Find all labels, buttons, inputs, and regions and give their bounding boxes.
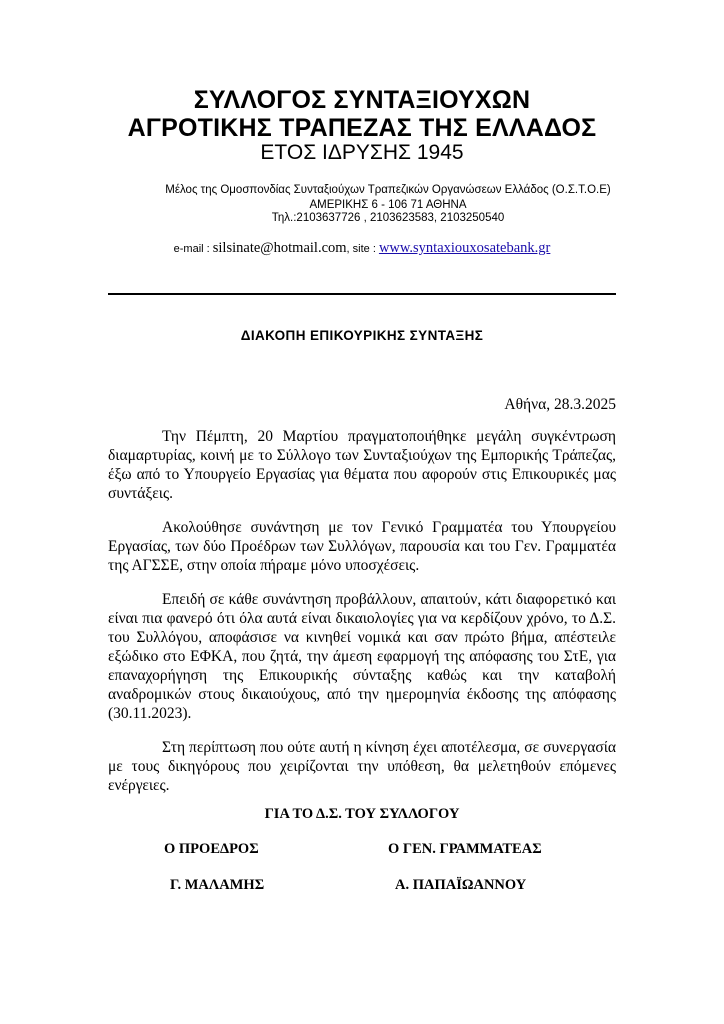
- founded-year: ΕΤΟΣ ΙΔΡΥΣΗΣ 1945: [260, 141, 464, 164]
- paragraph: Ακολούθησε συνάντηση με τον Γενικό Γραμματέα του Υπουργείου Εργασίας, των δύο Προέδρων των Συλλόγων, παρουσία και του Γεν. Γραμματέα της ΑΓΣΣΕ, στην οποία πήραμε μόνο υποσχέσεις.: [108, 519, 616, 574]
- paragraph: Στη περίπτωση που ούτε αυτή η κίνηση έχει αποτέλεσμα, σε συνεργασία με τους δικηγόρους που χειρίζονται την υπόθεση, θα μελετηθούν επόμενες ενέργειες.: [108, 739, 616, 794]
- org-name-line2: ΑΓΡΟΤΙΚΗΣ ΤΡΑΠΕΖΑΣ ΤΗΣ ΕΛΛΑΔΟΣ: [127, 114, 597, 142]
- website-link[interactable]: www.syntaxiouxosatebank.gr: [378, 240, 551, 256]
- secretary-title: Ο ΓΕΝ. ΓΡΑΜΜΑΤΕΑΣ: [388, 841, 542, 857]
- email-label: e-mail :: [173, 243, 213, 255]
- site-label: , site :: [346, 243, 379, 255]
- address: ΑΜΕΡΙΚΗΣ 6 - 106 71 ΑΘΗΝΑ: [309, 199, 467, 211]
- email-address: silsinate@hotmail.com: [212, 240, 347, 256]
- phone-numbers: Τηλ.:2103637726 , 2103623583, 2103250540: [271, 212, 505, 224]
- secretary-name: Α. ΠΑΠΑΪΩΑΝΝΟΥ: [395, 877, 527, 893]
- signature-heading: ΓΙΑ ΤΟ Δ.Σ. ΤΟΥ ΣΥΛΛΟΓΟΥ: [264, 806, 460, 822]
- paragraph: Την Πέμπτη, 20 Μαρτίου πραγματοποιήθηκε μεγάλη συγκέντρωση διαμαρτυρίας, κοινή με το Σύλλογο των Συνταξιούχων της Εμπορικής Τράπεζας, έξω από το Υπουργείο Εργασίας για θέματα που αφορούν στις Επικουρικές μας συντάξεις.: [108, 428, 616, 502]
- president-title: Ο ΠΡΟΕΔΡΟΣ: [164, 841, 259, 857]
- president-name: Γ. ΜΑΛΑΜΗΣ: [170, 877, 265, 893]
- federation-membership: Μέλος της Ομοσπονδίας Συνταξιούχων Τραπεζικών Οργανώσεων Ελλάδος (Ο.Σ.Τ.Ο.Ε): [165, 184, 611, 196]
- subject-heading: ΔΙΑΚΟΠΗ ΕΠΙΚΟΥΡΙΚΗΣ ΣΥΝΤΑΞΗΣ: [240, 328, 484, 343]
- paragraph: Επειδή σε κάθε συνάντηση προβάλλουν, απαιτούν, κάτι διαφορετικό και είναι πια φανερό ότι όλα αυτά είναι δικαιολογίες για να κερδίζουν χρόνο, το Δ.Σ. του Συλλόγου, αποφάσισε να κινηθεί νομικά και σαν πρώτο βήμα, απέστειλε εξώδικο στο ΕΦΚΑ, που ζητά, την άμεση εφαρμογή της απόφασης του ΣτΕ, για επαναχορήγηση της Επικουρικής σύνταξης καθώς και την καταβολή αναδρομικών στους δικαιούχους, από την ημερομηνία έκδοσης της απόφασης (30.11.2023).: [108, 591, 616, 722]
- contact-line: [0, 240, 724, 257]
- org-name-line1: ΣΥΛΛΟΓΟΣ ΣΥΝΤΑΞΙΟΥΧΩΝ: [193, 86, 531, 114]
- header-divider: [108, 293, 616, 295]
- letter-date: Αθήνα, 28.3.2025: [504, 396, 616, 413]
- letter-body: [108, 427, 616, 810]
